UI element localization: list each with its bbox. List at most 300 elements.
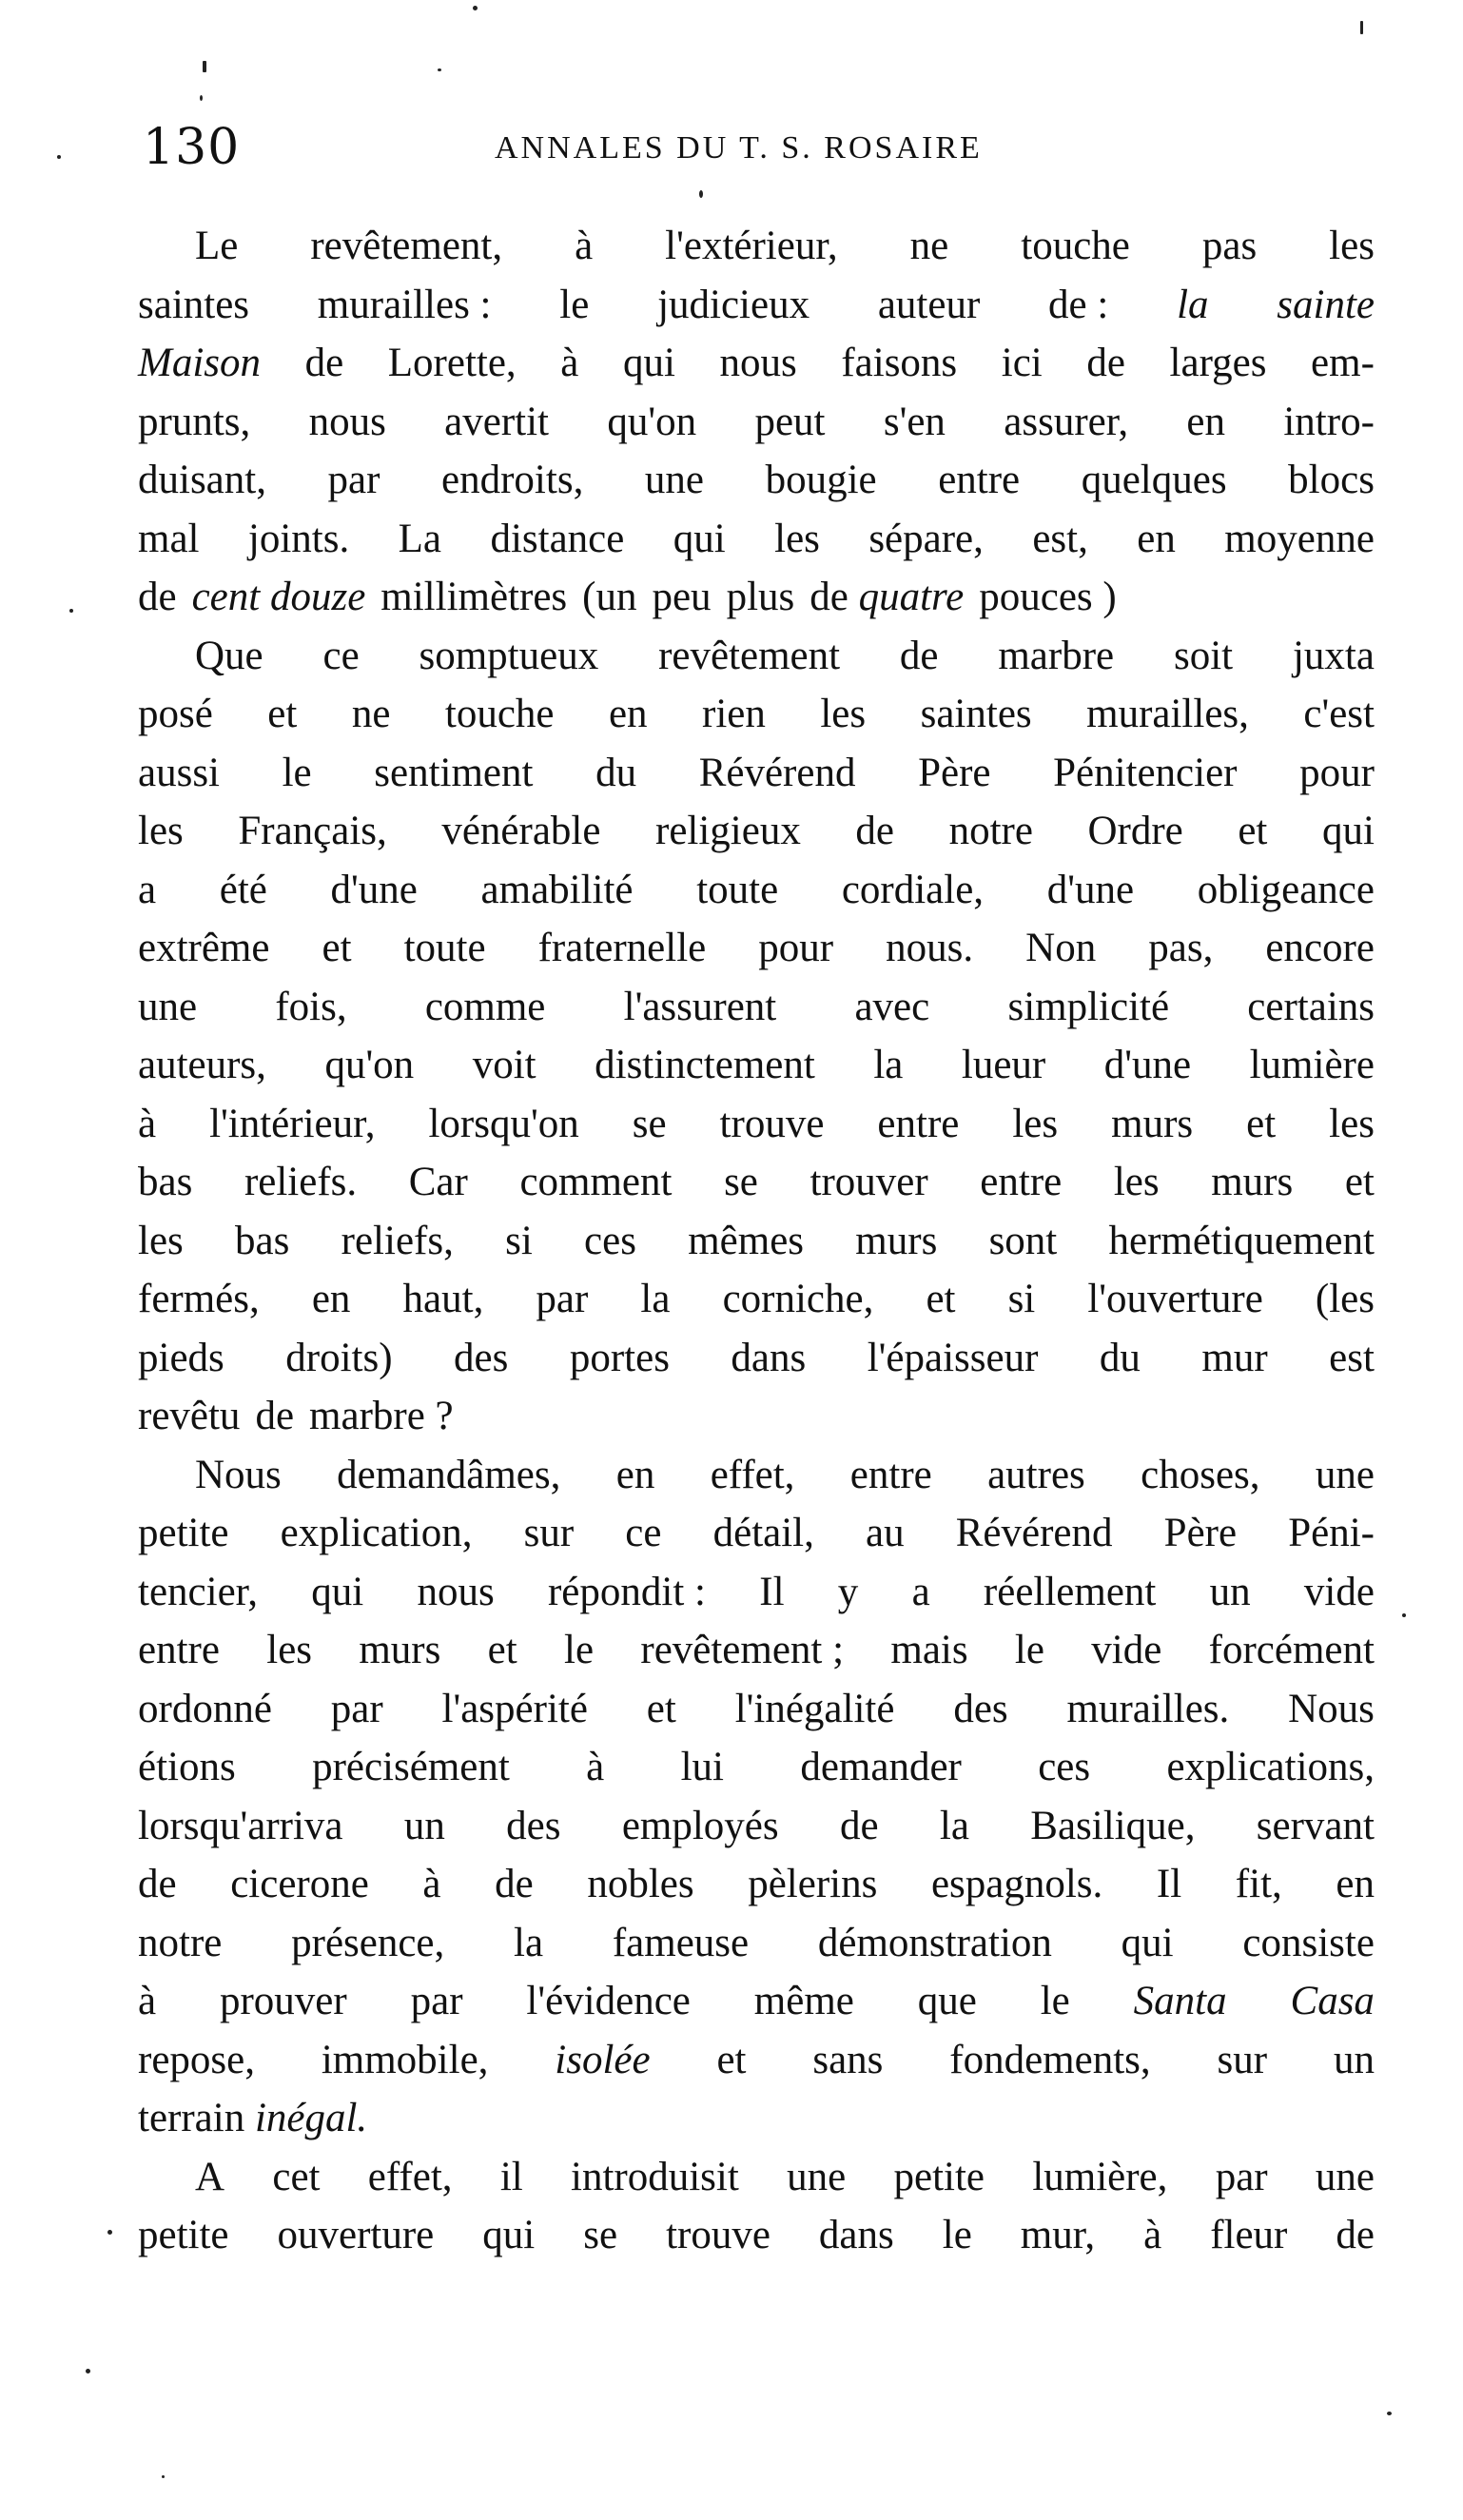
word: effet,	[710, 1452, 795, 1497]
word: des	[454, 1335, 509, 1380]
word: la	[514, 1920, 544, 1965]
word: murailles :	[317, 282, 492, 327]
word: Il	[1156, 1862, 1182, 1906]
text-line	[138, 1446, 1375, 1505]
text-line	[138, 1855, 1375, 1914]
word: en	[608, 692, 648, 736]
word: bas	[235, 1218, 290, 1263]
word: par	[327, 458, 380, 502]
word: murs	[855, 1218, 938, 1263]
word: entre	[138, 1628, 220, 1672]
word: et	[1246, 1101, 1277, 1146]
word: en	[1137, 516, 1176, 561]
word: La	[398, 516, 442, 561]
word: Lorette,	[387, 341, 517, 385]
text-line	[138, 451, 1375, 510]
word: petite	[138, 1511, 229, 1555]
word: plus	[726, 575, 795, 619]
word: mur,	[1020, 2213, 1096, 2257]
word: joints.	[247, 516, 350, 561]
word: en	[1336, 1862, 1375, 1906]
word: Nous	[1288, 1686, 1375, 1731]
word: Basilique,	[1030, 1803, 1196, 1848]
word: à	[138, 1101, 157, 1146]
word: à	[138, 1979, 157, 2023]
word: est,	[1032, 516, 1088, 561]
word: les	[1329, 1101, 1375, 1146]
word: en	[311, 1277, 351, 1321]
word: Il	[759, 1569, 785, 1614]
word: que	[917, 1979, 977, 2023]
word: d'une	[1046, 867, 1135, 912]
word: nous	[719, 341, 797, 385]
word: en	[615, 1452, 655, 1497]
word: saintes	[920, 692, 1032, 736]
body-text	[138, 217, 1375, 2265]
word: ordonné	[138, 1686, 272, 1731]
word: répondit :	[547, 1569, 706, 1614]
word: bas	[138, 1160, 193, 1204]
word: sentiment	[374, 750, 534, 795]
word: qui	[673, 516, 726, 561]
word: Père	[918, 750, 991, 795]
word: l'évidence	[526, 1979, 691, 2023]
word: les	[266, 1628, 313, 1672]
word: peut	[754, 399, 826, 444]
italic-text: cent douze	[191, 575, 366, 619]
word: dans	[818, 2213, 894, 2257]
text-line	[138, 685, 1375, 744]
italic-text: Maison	[138, 341, 261, 385]
scan-speck	[162, 2475, 165, 2478]
word: si	[1007, 1277, 1036, 1321]
word: distinctement	[595, 1043, 815, 1087]
text-line	[138, 2206, 1375, 2265]
word: pouces )	[979, 575, 1117, 619]
word: et	[716, 2037, 747, 2082]
word: lueur	[961, 1043, 1046, 1087]
word: espagnols.	[930, 1862, 1103, 1906]
word: détail,	[712, 1511, 814, 1555]
word: et	[646, 1686, 676, 1731]
word: une	[138, 984, 198, 1029]
word: fois,	[275, 984, 347, 1029]
word: et	[267, 692, 298, 736]
word: et	[926, 1277, 956, 1321]
word: marbre	[998, 633, 1115, 678]
word: présence,	[291, 1920, 445, 1965]
word: petite	[893, 2154, 985, 2199]
text-line	[138, 1680, 1375, 1739]
word: moyenne	[1224, 516, 1375, 561]
word: la	[640, 1277, 671, 1321]
text-line	[138, 1387, 1375, 1446]
text-line	[138, 1329, 1375, 1388]
word: les	[1012, 1101, 1059, 1146]
scan-speck	[69, 609, 73, 613]
word: peu	[652, 575, 712, 619]
word: petite	[138, 2213, 229, 2257]
word: aussi	[138, 750, 220, 795]
word: le	[1014, 1628, 1044, 1672]
word: l'aspérité	[441, 1686, 588, 1731]
text-line	[138, 919, 1375, 978]
word: encore	[1265, 926, 1375, 970]
word: murailles,	[1086, 692, 1249, 736]
word: avec	[854, 984, 930, 1029]
word: et	[487, 1628, 517, 1672]
word: même	[753, 1979, 854, 2023]
word: nous	[308, 399, 386, 444]
word: nous	[417, 1569, 495, 1614]
word: revêtu	[138, 1394, 241, 1438]
word: qui	[1121, 1920, 1174, 1965]
word: simplicité	[1007, 984, 1170, 1029]
word: immobile,	[321, 2037, 489, 2082]
text-line	[138, 1504, 1375, 1563]
word	[1134, 1972, 1227, 2031]
word: notre	[138, 1920, 223, 1965]
word: murs	[359, 1628, 441, 1672]
word: faisons	[841, 341, 958, 385]
word: été	[219, 867, 267, 912]
word: reliefs.	[244, 1160, 358, 1204]
word: fraternelle	[537, 926, 707, 970]
word: de	[839, 1803, 879, 1848]
word: ne	[909, 224, 949, 268]
word: qui	[311, 1569, 364, 1614]
word: murs	[1111, 1101, 1194, 1146]
text-line	[138, 1095, 1375, 1154]
word: le	[564, 1628, 595, 1672]
scan-speck	[1360, 21, 1363, 34]
word: ne	[351, 692, 391, 736]
italic-text: isolée	[555, 2037, 651, 2082]
word: trouver	[810, 1160, 928, 1204]
word: entre	[849, 1452, 932, 1497]
word: revêtement	[658, 633, 841, 678]
word: mais	[890, 1628, 968, 1672]
text-line	[138, 1153, 1375, 1212]
word: effet,	[367, 2154, 453, 2199]
word: rien	[702, 692, 766, 736]
word: soit	[1173, 633, 1234, 678]
scan-speck	[473, 6, 478, 10]
word: de	[855, 809, 894, 853]
word: de	[899, 633, 939, 678]
word: Révérend	[955, 1511, 1113, 1555]
word: lorsqu'on	[428, 1101, 579, 1146]
word: hermétiquement	[1108, 1218, 1375, 1263]
word: blocs	[1288, 458, 1375, 502]
scan-speck	[57, 155, 61, 159]
word: réellement	[983, 1569, 1157, 1614]
word: cet	[272, 2154, 321, 2199]
word: un	[1333, 2037, 1375, 2082]
scan-speck	[1402, 1613, 1406, 1617]
word: comment	[519, 1160, 673, 1204]
word: nous.	[886, 926, 974, 970]
word: prouver	[219, 1979, 347, 2023]
word: qu'on	[607, 399, 697, 444]
word: endroits,	[441, 458, 584, 502]
word: extrême	[138, 926, 270, 970]
text-line	[138, 1563, 1375, 1622]
word: l'épaisseur	[867, 1335, 1039, 1380]
word: et	[1238, 809, 1268, 853]
word: ouverture	[277, 2213, 435, 2257]
text-line	[138, 2089, 1375, 2148]
page-number: 130	[143, 119, 241, 176]
text-line	[138, 510, 1375, 569]
word: pèlerins	[748, 1862, 878, 1906]
word: servant	[1256, 1803, 1375, 1848]
word: tencier,	[138, 1569, 258, 1614]
word: cicerone	[230, 1862, 369, 1906]
word: et	[322, 926, 352, 970]
word: religieux	[655, 809, 801, 853]
word: de	[138, 1862, 177, 1906]
word: Français,	[238, 809, 387, 853]
word: se	[583, 2213, 618, 2257]
word: fameuse	[612, 1920, 750, 1965]
word: prunts,	[138, 399, 251, 444]
word: juxta	[1292, 633, 1375, 678]
word: ces	[1038, 1745, 1091, 1789]
word: corniche,	[722, 1277, 874, 1321]
word: introduisit	[571, 2154, 739, 2199]
word: revêtement ;	[640, 1628, 845, 1672]
word: droits)	[285, 1335, 393, 1380]
word: un	[1209, 1569, 1251, 1614]
scan-speck	[200, 95, 203, 101]
word: l'assurent	[623, 984, 777, 1029]
word: la	[873, 1043, 904, 1087]
word: repose,	[138, 2037, 255, 2082]
word	[555, 2031, 650, 2090]
italic-text: la	[1177, 282, 1209, 327]
word: les	[774, 516, 820, 561]
page-header	[143, 114, 1351, 181]
word: l'intérieur,	[209, 1101, 376, 1146]
word: entre	[877, 1101, 960, 1146]
word: les	[820, 692, 867, 736]
word: de quatre	[810, 575, 965, 619]
word: explications,	[1166, 1745, 1375, 1789]
word: si	[505, 1218, 533, 1263]
word: (les	[1315, 1277, 1375, 1321]
word: marbre ?	[309, 1394, 454, 1438]
text-line	[138, 627, 1375, 686]
word: mêmes	[688, 1218, 805, 1263]
word: Le	[195, 224, 239, 268]
word: les	[1113, 1160, 1160, 1204]
word: lumière,	[1032, 2154, 1168, 2199]
word: par	[536, 1277, 589, 1321]
scan-speck	[438, 68, 441, 71]
word: une	[644, 458, 704, 502]
word: des	[953, 1686, 1008, 1731]
word: touche	[444, 692, 555, 736]
word: murs	[1211, 1160, 1294, 1204]
word: il	[499, 2154, 523, 2199]
word: a	[138, 867, 157, 912]
word: l'extérieur,	[665, 224, 838, 268]
word: posé	[138, 692, 213, 736]
word: les	[138, 809, 184, 853]
word: les	[138, 1218, 184, 1263]
word: consiste	[1242, 1920, 1375, 1965]
word: l'ouverture	[1087, 1277, 1263, 1321]
word: (un	[582, 575, 637, 619]
word: ce	[625, 1511, 662, 1555]
text-line	[138, 1212, 1375, 1271]
word: amabilité	[480, 867, 634, 912]
word: de	[1086, 341, 1125, 385]
italic-text: inégal.	[254, 2096, 368, 2140]
word: haut,	[402, 1277, 484, 1321]
text-line	[138, 568, 1375, 627]
word: avertit	[444, 399, 550, 444]
word: employés	[621, 1803, 779, 1848]
word: y	[837, 1569, 859, 1614]
word: lui	[680, 1745, 724, 1789]
word: qui	[622, 341, 675, 385]
word: demander	[800, 1745, 962, 1789]
word: mal	[138, 516, 200, 561]
word: mur	[1201, 1335, 1268, 1380]
word: Nous	[195, 1452, 282, 1497]
word: pour	[1299, 750, 1375, 795]
word: sépare,	[868, 516, 984, 561]
word: ces	[584, 1218, 636, 1263]
word: de	[138, 575, 177, 619]
word: ici	[1001, 341, 1043, 385]
word: Révérend	[698, 750, 856, 795]
word: le	[1040, 1979, 1070, 2023]
word: quelques	[1081, 458, 1227, 502]
word: une	[1315, 2154, 1375, 2199]
word: demandâmes,	[337, 1452, 561, 1497]
scan-speck	[699, 190, 703, 198]
text-line	[138, 1738, 1375, 1797]
text-line	[138, 334, 1375, 393]
word: qu'on	[324, 1043, 415, 1087]
word: explication,	[280, 1511, 473, 1555]
word: s'en	[883, 399, 946, 444]
word: d'une	[330, 867, 418, 912]
word: l'inégalité	[734, 1686, 895, 1731]
running-title: ANNALES DU T. S. ROSAIRE	[495, 130, 983, 166]
word: vide	[1091, 1628, 1162, 1672]
word: Ordre	[1087, 809, 1183, 853]
word: trouve	[719, 1101, 825, 1146]
word: en	[1186, 399, 1226, 444]
word: à	[560, 341, 579, 385]
scan-speck	[1387, 2412, 1392, 2415]
text-line	[138, 2031, 1375, 2090]
word: qui	[482, 2213, 536, 2257]
word: Que	[195, 633, 263, 678]
text-line	[138, 744, 1375, 803]
word: de	[255, 1394, 295, 1438]
word: auteurs,	[138, 1043, 266, 1087]
word: entre	[938, 458, 1021, 502]
word: duisant,	[138, 458, 266, 502]
word: c'est	[1303, 692, 1375, 736]
word: à	[422, 1862, 441, 1906]
word: distance	[490, 516, 625, 561]
word: Non	[1025, 926, 1097, 970]
word: la	[939, 1803, 969, 1848]
word: certains	[1247, 984, 1375, 1029]
word	[192, 568, 366, 627]
word: par	[410, 1979, 463, 2023]
word: reliefs,	[341, 1218, 454, 1263]
word: fit,	[1235, 1862, 1282, 1906]
word: Péni-	[1288, 1511, 1375, 1555]
word: et	[1344, 1160, 1375, 1204]
word: choses,	[1141, 1452, 1260, 1497]
word: cordiale,	[841, 867, 985, 912]
text-line	[138, 861, 1375, 920]
word: du	[1099, 1335, 1141, 1380]
word: démonstration	[817, 1920, 1052, 1965]
word: les	[1329, 224, 1375, 268]
italic-text: Santa	[1133, 1979, 1227, 2023]
word: millimètres	[380, 575, 568, 619]
word: vénérable	[441, 809, 601, 853]
word: une	[787, 2154, 847, 2199]
word: nobles	[587, 1862, 694, 1906]
word: de	[495, 1862, 534, 1906]
word: Car	[408, 1160, 468, 1204]
word: au	[866, 1511, 905, 1555]
word: pas	[1201, 224, 1258, 268]
word: toute	[403, 926, 486, 970]
word: lumière	[1249, 1043, 1375, 1087]
word: autres	[987, 1452, 1085, 1497]
word: a	[911, 1569, 930, 1614]
word: forcément	[1208, 1628, 1375, 1672]
word: le	[942, 2213, 972, 2257]
word: em-	[1311, 341, 1375, 385]
word: fondements,	[949, 2037, 1151, 2082]
word: le	[282, 750, 312, 795]
word: sur	[1217, 2037, 1268, 2082]
word: précisément	[312, 1745, 510, 1789]
word: judicieux	[657, 282, 810, 327]
word: du	[595, 750, 637, 795]
scan-speck	[203, 61, 206, 72]
word: notre	[948, 809, 1033, 853]
word	[138, 334, 261, 393]
word: terrain inégal.	[138, 2096, 368, 2140]
italic-text: quatre	[858, 575, 965, 619]
word: ce	[322, 633, 360, 678]
word: de :	[1048, 282, 1109, 327]
text-line	[138, 1972, 1375, 2031]
word: d'une	[1103, 1043, 1192, 1087]
word: toute	[696, 867, 779, 912]
text-line	[138, 1797, 1375, 1856]
word: par	[1215, 2154, 1268, 2199]
word: sur	[523, 1511, 575, 1555]
word: pas,	[1148, 926, 1214, 970]
text-line	[138, 1270, 1375, 1329]
word: Père	[1163, 1511, 1238, 1555]
text-line	[138, 217, 1375, 276]
